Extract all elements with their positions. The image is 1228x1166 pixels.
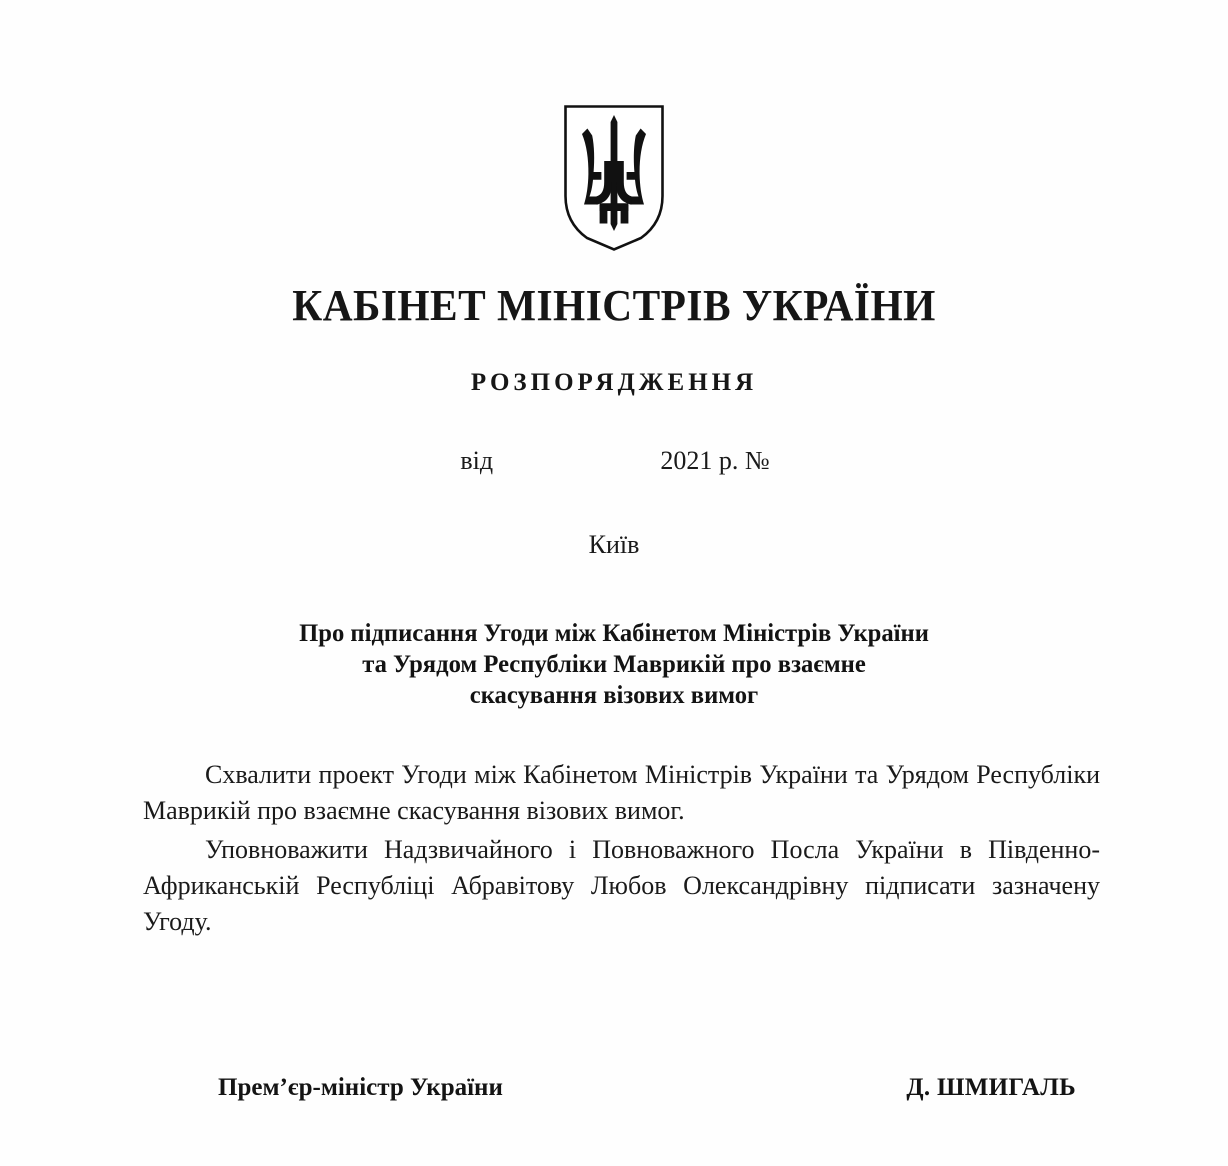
subject-line-2: та Урядом Республіки Маврикій про взаємне xyxy=(362,651,866,678)
signatory-name: Д. ШМИГАЛЬ xyxy=(906,1074,1076,1101)
date-year-number: 2021 р. № xyxy=(660,446,770,475)
body-paragraph-1: Схвалити проект Угоди між Кабінетом Міністрів України та Урядом Республіки Маврикій про взаємне скасування візових вимог. xyxy=(143,760,1100,825)
date-line xyxy=(0,446,1228,476)
ukrainian-coat-of-arms-trident-icon xyxy=(563,104,665,252)
subject-line-3: скасування візових вимог xyxy=(469,682,759,709)
date-from-label: від xyxy=(460,446,494,475)
page-title: КАБІНЕТ МІНІСТРІВ УКРАЇНИ xyxy=(292,281,936,330)
document-type-heading: РОЗПОРЯДЖЕННЯ xyxy=(470,369,758,396)
subject-heading xyxy=(167,618,1061,711)
signature-block xyxy=(218,1074,1076,1102)
city-label: Київ xyxy=(588,530,640,559)
body-paragraph-2: Уповноважити Надзвичайного і Повноважного Посла України в Південно-Африканській Республіці Абравітову Любов Олександрівну підписати зазначену Угоду. xyxy=(143,835,1100,936)
document-body xyxy=(143,757,1100,940)
coat-of-arms-container xyxy=(0,104,1228,252)
subject-line-1: Про підписання Угоди між Кабінетом Міністрів України xyxy=(299,620,929,647)
signatory-role: Прем’єр-міністр України xyxy=(218,1074,503,1101)
